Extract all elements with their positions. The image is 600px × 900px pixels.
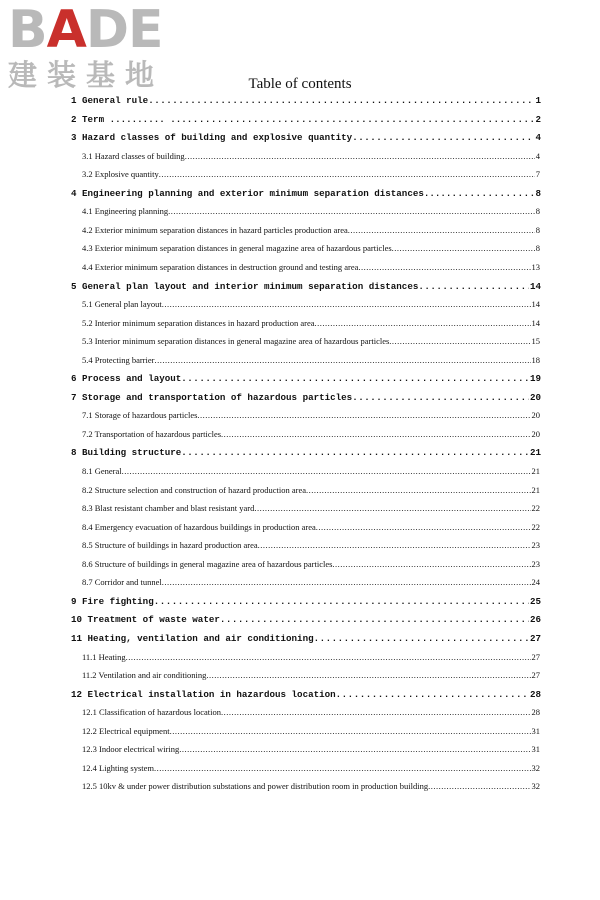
toc-section-entry[interactable] [82,485,540,495]
toc-entry-page: 15 [531,336,540,347]
toc-section-entry[interactable] [82,540,540,550]
toc-section-entry[interactable] [82,744,540,754]
toc-entry-label: 5.3 Interior minimum separation distances in general magazine area of hazardous particles [82,336,390,347]
toc-leader-dots [197,410,530,420]
logo-letter-b: B [8,0,47,60]
logo-letters-de: DE [85,0,163,60]
toc-entry-page: 8 [535,187,541,199]
toc-section-entry[interactable] [82,652,540,662]
toc-leader-dots [316,522,531,532]
toc-entry-page: 14 [531,317,540,328]
toc-leader-dots [122,466,531,476]
toc-leader-dots [148,95,534,106]
toc-leader-dots [162,577,531,587]
toc-leader-dots [221,429,530,439]
toc-section-entry[interactable] [82,262,540,272]
toc-chapter-entry[interactable] [71,596,541,607]
page-title: Table of contents [248,76,352,92]
toc-leader-dots [451,188,534,199]
toc-entry-page: 27 [531,670,540,681]
toc-entry-page: 7 [535,169,540,180]
toc-entry-label: 12.4 Lighting system [82,762,155,773]
toc-leader-dots [220,614,529,625]
toc-leader-dots [392,243,535,253]
toc-entry-label: 5 General plan layout and interior minimum separation distances [71,280,419,292]
toc-entry-page: 32 [531,781,540,792]
toc-entry-label: 8.7 Corridor and tunnel [82,577,162,588]
toc-entry-page: 8 [535,243,540,254]
toc-section-entry[interactable] [82,466,540,476]
toc-leader-dots [181,447,529,458]
toc-entry-label: 4 Engineering planning and exterior minimum separation distances..... [71,187,452,199]
toc-leader-dots [221,707,530,717]
toc-entry-page: 27 [531,651,540,662]
toc-leader-dots [154,596,529,607]
toc-chapter-entry[interactable] [71,689,541,700]
toc-leader-dots [187,114,535,125]
toc-entry-label: 8 Building structure [71,447,182,459]
toc-leader-dots [159,169,535,179]
toc-leader-dots [352,392,529,403]
toc-entry-page: 24 [531,577,540,588]
toc-leader-dots [185,151,535,161]
toc-section-entry[interactable] [82,726,540,736]
toc-entry-label: 8.4 Emergency evacuation of hazardous buildings in production area [82,521,316,532]
toc-entry-page: 14 [531,299,540,310]
toc-entry-label: 4.2 Exterior minimum separation distances in hazard particles production area [82,224,348,235]
logo-letter-a: A [46,0,86,60]
toc-leader-dots [306,485,531,495]
toc-entry-label: 12.1 Classification of hazardous location [82,707,222,718]
toc-leader-dots [336,689,529,700]
toc-section-entry[interactable] [82,429,540,439]
toc-leader-dots [332,559,530,569]
toc-entry-page: 19 [529,373,541,385]
toc-leader-dots [170,726,531,736]
toc-leader-dots [428,781,530,791]
toc-entry-page: 1 [535,95,541,106]
toc-section-entry[interactable] [82,522,540,532]
toc-leader-dots [162,299,531,309]
toc-entry-page: 13 [531,261,540,272]
toc-entry-page: 31 [531,725,540,736]
toc-entry-page: 23 [531,558,540,569]
toc-entry-label: 11 Heating, ventilation and air conditioning [71,632,314,644]
toc-entry-label: 6 Process and layout [71,373,182,385]
toc-leader-dots [154,355,530,365]
toc-chapter-entry[interactable] [71,132,541,143]
toc-section-entry[interactable] [82,243,540,253]
toc-chapter-entry[interactable] [71,614,541,625]
toc-leader-dots [314,633,529,644]
toc-entry-page: 21 [529,447,541,459]
toc-leader-dots [258,540,531,550]
toc-section-entry[interactable] [82,670,540,680]
toc-chapter-entry[interactable] [71,281,541,292]
toc-entry-label: 12.5 10kv & under power distribution substations and power distribution room in production building [82,781,429,792]
toc-section-entry[interactable] [82,225,540,235]
toc-section-entry[interactable] [82,299,540,309]
toc-entry-page: 20 [531,428,540,439]
toc-chapter-entry[interactable] [71,188,541,199]
toc-entry-label: 8.6 Structure of buildings in general magazine area of hazardous particles [82,558,333,569]
toc-section-entry[interactable] [82,781,540,791]
toc-entry-label: 3 Hazard classes of building and explosive quantity [71,132,353,144]
toc-entry-label: 3.1 Hazard classes of building [82,150,185,161]
toc-chapter-entry[interactable] [71,392,541,403]
toc-entry-label: 8.2 Structure selection and construction of hazard production area [82,484,306,495]
toc-entry-page: 22 [531,521,540,532]
toc-entry-page: 20 [531,410,540,421]
toc-leader-dots [418,281,529,292]
toc-entry-page: 4 [535,150,540,161]
toc-entry-page: 21 [531,466,540,476]
toc-entry-page: 27 [529,632,541,644]
toc-entry-label: 8.5 Structure of buildings in hazard production area [82,540,258,551]
toc-section-entry[interactable] [82,577,540,587]
toc-leader-dots [352,132,534,143]
toc-entry-label: 12 Electrical installation in hazardous location [71,688,336,700]
toc-entry-label: 7.1 Storage of hazardous particles [82,410,198,421]
toc-entry-label: 5.4 Protecting barrier [82,354,155,365]
toc-entry-label: 2 Term .......... ... [71,113,187,125]
toc-section-entry[interactable] [82,410,540,420]
toc-section-entry[interactable] [82,763,540,773]
toc-leader-dots [179,744,530,754]
toc-entry-label: 9 Fire fighting [71,595,154,607]
brand-logo-chinese: 建装基地 [8,58,165,92]
toc-section-entry[interactable] [82,169,540,179]
toc-entry-label: 4.4 Exterior minimum separation distances in destruction ground and testing area [82,261,359,272]
toc-entry-page: 31 [531,744,540,755]
toc-leader-dots [358,262,530,272]
toc-section-entry[interactable] [82,355,540,365]
toc-entry-label: 11.2 Ventilation and air conditioning [82,670,207,681]
toc-entry-page: 22 [531,503,540,514]
toc-leader-dots [154,763,530,773]
toc-entry-page: 23 [531,540,540,551]
toc-chapter-entry[interactable] [71,447,541,458]
toc-entry-label: 10 Treatment of waste water [71,614,220,626]
toc-entry-label: 4.1 Engineering planning [82,206,169,217]
toc-entry-page: 26 [529,614,541,626]
toc-leader-dots [181,373,529,384]
toc-entry-page: 18 [531,354,540,365]
toc-section-entry[interactable] [82,151,540,161]
toc-entry-label: 11.1 Heating [82,651,126,662]
toc-entry-label: 12.2 Electrical equipment [82,725,170,736]
toc-section-entry[interactable] [82,503,540,513]
toc-chapter-entry[interactable] [71,373,541,384]
toc-entry-page: 8 [535,224,540,235]
toc-entry-page: 2 [535,113,541,125]
toc-leader-dots [254,503,530,513]
toc-leader-dots [206,670,530,680]
toc-leader-dots [348,225,535,235]
toc-entry-page: 28 [529,688,541,700]
toc-entry-label: 1 General rule [71,95,149,106]
toc-section-entry[interactable] [82,559,540,569]
toc-entry-page: 4 [535,132,541,144]
toc-chapter-entry[interactable] [71,114,541,125]
toc-entry-label: 4.3 Exterior minimum separation distances in general magazine area of hazardous particles [82,243,392,254]
toc-entry-page: 20 [529,391,541,403]
toc-leader-dots [168,206,535,216]
toc-section-entry[interactable] [82,206,540,216]
toc-entry-page: 32 [531,762,540,773]
toc-section-entry[interactable] [82,707,540,717]
toc-leader-dots [315,318,531,328]
toc-entry-label: 3.2 Explosive quantity [82,169,159,180]
toc-entry-label: 7 Storage and transportation of hazardous particles [71,391,353,403]
toc-entry-page: 14 [529,280,541,292]
toc-entry-label: 12.3 Indoor electrical wiring [82,744,180,755]
toc-entry-page: 25 [529,595,541,607]
toc-section-entry[interactable] [82,318,540,328]
toc-entry-label: 7.2 Transportation of hazardous particles [82,428,222,439]
toc-entry-label: 5.2 Interior minimum separation distances in hazard production area [82,317,315,328]
toc-entry-label: 8.3 Blast resistant chamber and blast resistant yard [82,503,255,514]
toc-chapter-entry[interactable] [71,633,541,644]
toc-section-entry[interactable] [82,336,540,346]
toc-entry-page: 28 [531,707,540,718]
toc-leader-dots [126,652,531,662]
toc-entry-page: 21 [531,484,540,495]
toc-entry-label: 5.1 General plan layout [82,299,162,310]
toc-leader-dots [389,336,530,346]
toc-entry-page: 8 [535,206,540,217]
toc-chapter-entry[interactable] [71,95,541,106]
toc-entry-label: 8.1 General [82,466,122,476]
